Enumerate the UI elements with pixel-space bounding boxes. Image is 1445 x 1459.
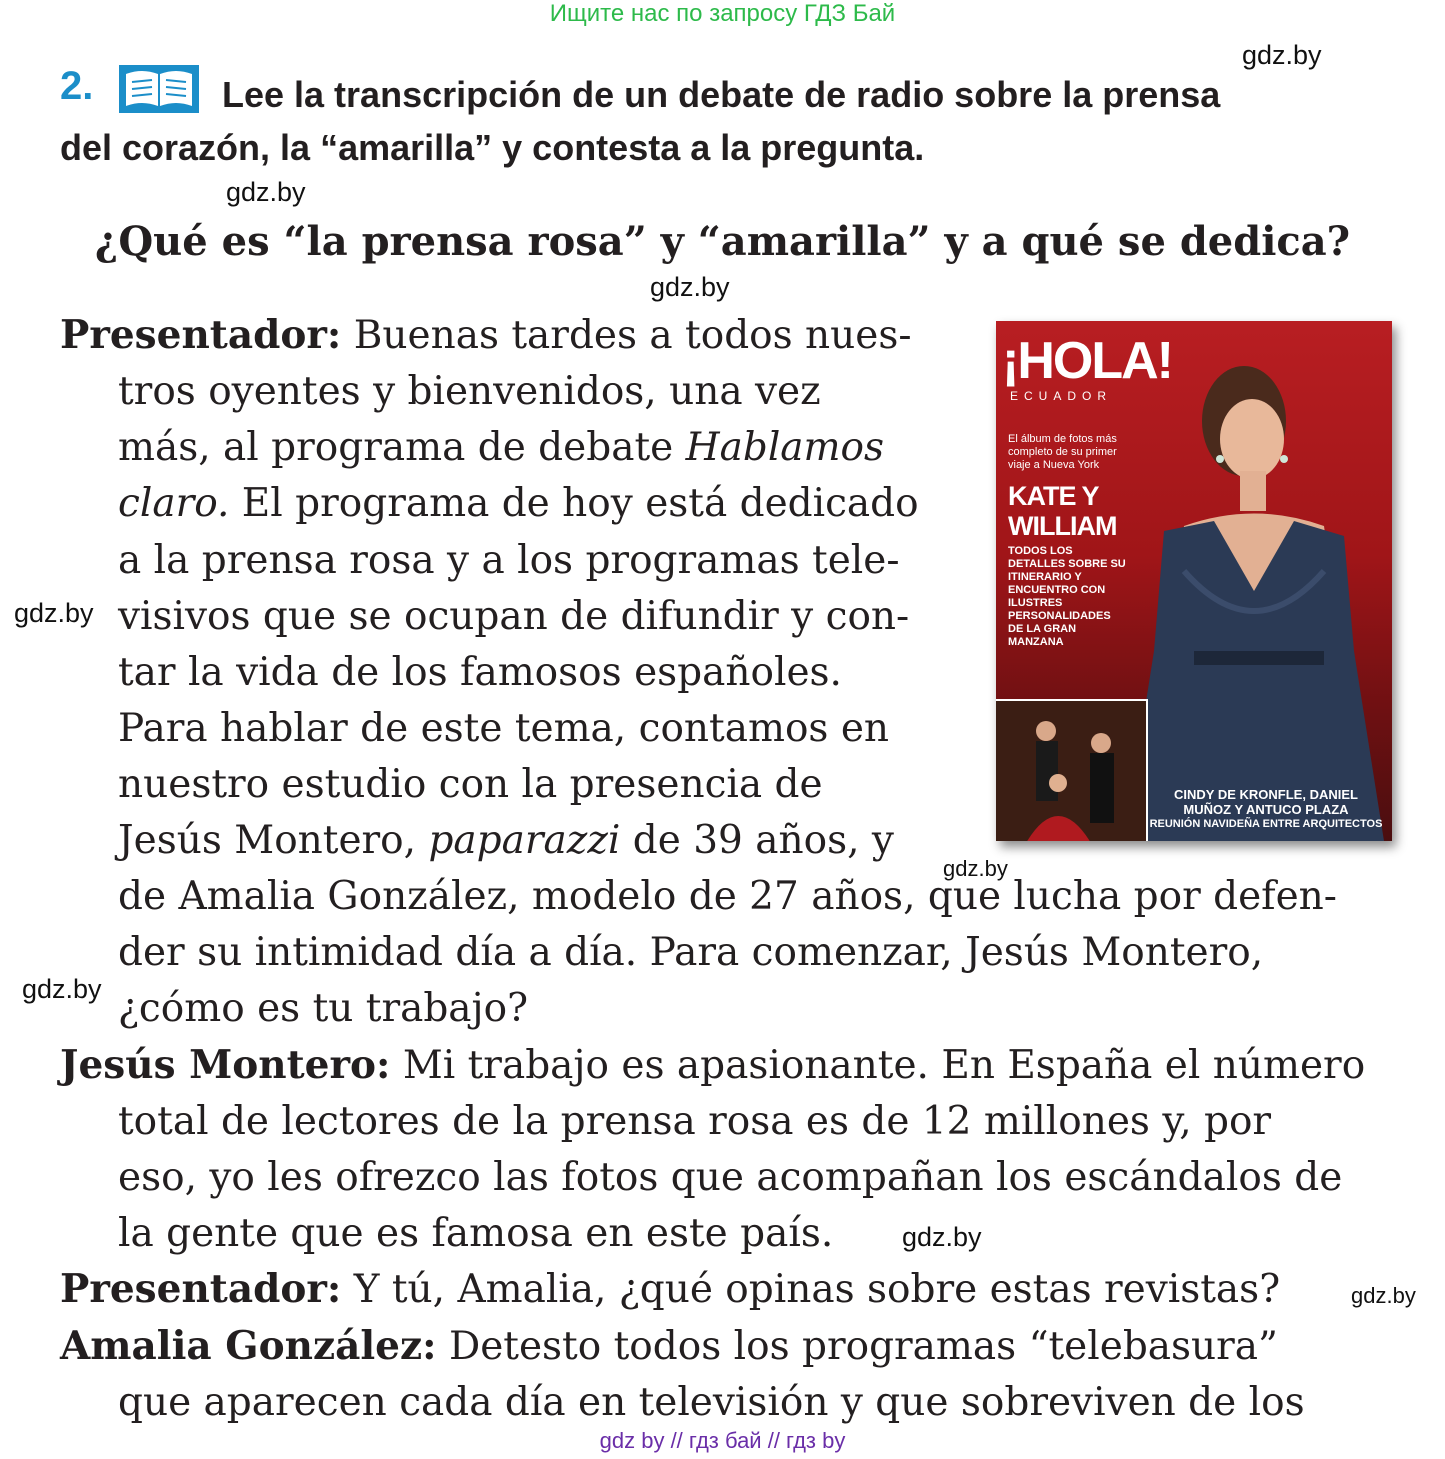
text-line: visivos que se ocupan de difundir y con-	[118, 594, 910, 639]
text-line: Presentador: Buenas tardes a todos nues-	[60, 312, 912, 358]
text-line: ¿cómo es tu trabajo?	[118, 986, 529, 1031]
watermark: gdz.by	[226, 177, 306, 207]
woman-in-gown-photo	[1124, 351, 1384, 841]
text-line: la gente que es famosa en este país.	[118, 1211, 834, 1256]
magazine-logo: ¡HOLA!	[1002, 332, 1172, 390]
watermark: gdz.by	[902, 1222, 982, 1252]
text-line: total de lectores de la prensa rosa es de 12 millones y, por	[118, 1099, 1272, 1144]
text-line: Presentador: Y tú, Amalia, ¿qué opinas sobre estas revistas?	[60, 1266, 1281, 1312]
text-line: tar la vida de los famosos españoles.	[118, 650, 842, 695]
text-line: nuestro estudio con la presencia de	[118, 762, 823, 807]
exercise-number: 2.	[60, 64, 94, 108]
magazine-cover-image	[996, 321, 1392, 841]
text-line: Jesús Montero, paparazzi de 39 años, y	[118, 818, 894, 863]
text-line: Para hablar de este tema, contamos en	[118, 706, 890, 751]
speaker-label: Presentador:	[60, 312, 342, 358]
magazine-edition: ECUADOR	[1010, 389, 1113, 403]
watermark: gdz.by	[22, 974, 102, 1004]
watermark: gdz.by	[650, 272, 730, 302]
speaker-label: Amalia González:	[60, 1323, 437, 1369]
text-line: de Amalia González, modelo de 27 años, que lucha por defen-	[118, 874, 1337, 919]
cover-subtext: TODOS LOS DETALLES SOBRE SU ITINERARIO Y ENCUENTRO CON ILUSTRES PERSONALIDADES DE LA GRAN MANZANA	[1008, 545, 1126, 648]
top-search-banner: Ищите нас по запросу ГДЗ Бай	[549, 0, 896, 27]
program-name: Hablamos	[685, 425, 885, 470]
cover-headline: KATE Y WILLIAM	[1008, 481, 1117, 541]
cover-kicker: El álbum de fotos más completo de su primer viaje a Nueva York	[1008, 433, 1117, 471]
cover-bottom-caption: CINDY DE KRONFLE, DANIEL MUÑOZ Y ANTUCO PLAZA REUNIÓN NAVIDEÑA ENTRE ARQUITECTOS	[1149, 787, 1383, 830]
instruction-line: Lee la transcripción de un debate de radio sobre la prensa	[222, 74, 1221, 115]
text-line: que aparecen cada día en televisión y que sobreviven de los	[118, 1380, 1305, 1425]
text-line: a la prensa rosa y a los programas tele-	[118, 538, 900, 583]
text-line: Amalia González: Detesto todos los programas “telebasura”	[60, 1323, 1278, 1369]
speaker-label: Presentador:	[60, 1266, 342, 1312]
watermark: gdz.by	[943, 856, 1008, 881]
instruction-line: del corazón, la “amarilla” y contesta a la pregunta.	[60, 127, 925, 168]
watermark: gdz.by	[1351, 1283, 1416, 1308]
program-name: claro.	[118, 481, 230, 526]
text-line: tros oyentes y bienvenidos, una vez	[118, 369, 821, 414]
dialogue-title: ¿Qué es “la prensa rosa” y “amarilla” y a qué se dedica?	[94, 218, 1351, 265]
watermark: gdz.by	[1242, 40, 1322, 70]
bottom-banner: gdz by // гдз бай // гдз by	[599, 1428, 846, 1453]
watermark: gdz.by	[14, 598, 94, 628]
text-line: eso, yo les ofrezco las fotos que acompañan los escándalos de	[118, 1155, 1343, 1200]
text-line: más, al programa de debate Hablamos	[118, 425, 885, 470]
text-line: claro. El programa de hoy está dedicado	[118, 481, 919, 526]
speaker-label: Jesús Montero:	[60, 1042, 391, 1088]
text-line: Jesús Montero: Mi trabajo es apasionante. En España el número	[60, 1042, 1366, 1088]
text-line: der su intimidad día a día. Para comenzar, Jesús Montero,	[118, 930, 1264, 975]
open-book-icon	[118, 64, 200, 114]
inset-photo	[996, 699, 1148, 841]
